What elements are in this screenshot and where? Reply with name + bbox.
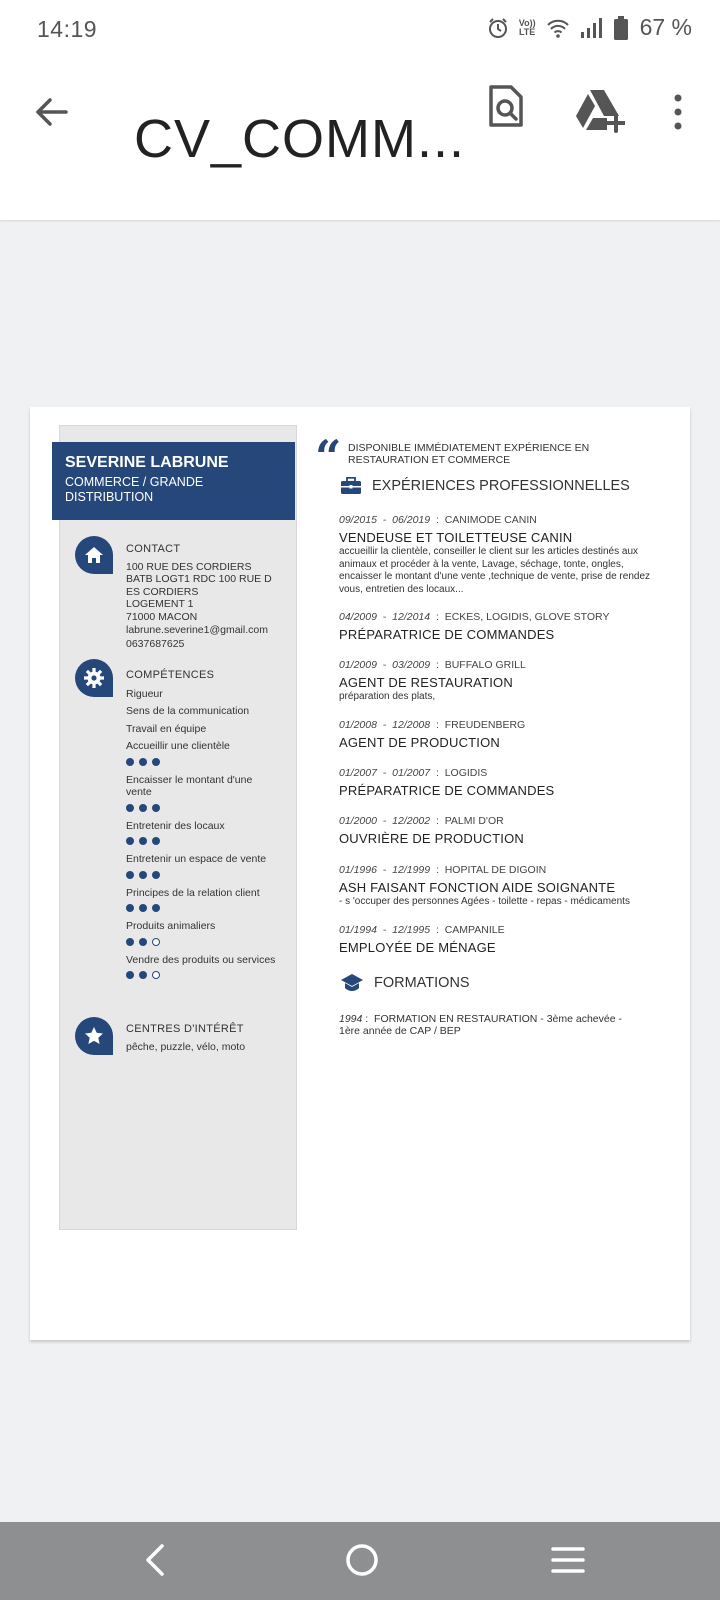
signal-icon [580, 17, 604, 39]
skills-section [126, 669, 276, 987]
rating-dot-filled [139, 971, 147, 979]
rating-dot-filled [139, 938, 147, 946]
rating-dot-filled [126, 837, 134, 845]
experience-item [339, 611, 669, 642]
nav-back-icon [138, 1540, 178, 1580]
experience-end: 12/2008 [392, 719, 431, 731]
experience-end: 12/2002 [392, 815, 431, 827]
experience-title: PRÉPARATRICE DE COMMANDES [339, 627, 555, 642]
rating-dot-filled [126, 904, 134, 912]
skill-rating [126, 904, 276, 912]
rated-skills-list [126, 740, 276, 979]
experience-title: VENDEUSE ET TOILETTEUSE CANIN [339, 530, 573, 545]
experience-end: 12/1995 [392, 924, 431, 936]
rating-dot-filled [139, 758, 147, 766]
nav-home-icon [342, 1540, 382, 1580]
experience-item [339, 767, 669, 798]
status-icons [487, 14, 692, 41]
rated-skill-label: Accueillir une clientèle [126, 740, 230, 752]
nav-recent-apps-button[interactable] [548, 1540, 588, 1580]
date-company-separator: : [430, 611, 445, 623]
date-company-separator: : [430, 514, 445, 526]
app-bar [0, 60, 720, 220]
experience-end: 12/1999 [392, 864, 431, 876]
date-company-separator: : [430, 815, 445, 827]
rated-skill-label: Entretenir des locaux [126, 819, 225, 832]
rating-dot-filled [126, 758, 134, 766]
star-icon [75, 1017, 113, 1055]
contact-line: 100 RUE DES CORDIERS [126, 560, 252, 573]
experience-start: 01/2000 [339, 815, 377, 827]
more-vert-icon [668, 90, 688, 134]
battery-icon [614, 16, 628, 40]
rated-skill-label: Vendre des produits ou services [126, 953, 276, 966]
rating-dot-filled [152, 837, 160, 845]
experience-item [339, 719, 669, 750]
date-separator: - [376, 767, 393, 779]
experience-item [339, 864, 669, 909]
volte-icon: Vo)) LTE [518, 17, 536, 37]
experience-start: 04/2009 [339, 611, 377, 623]
alarm-icon [487, 17, 509, 39]
drive-add-icon [575, 88, 625, 134]
rating-dot-filled [139, 837, 147, 845]
experience-end: 06/2019 [392, 514, 431, 526]
rating-dot-empty [152, 938, 160, 946]
experience-end: 03/2009 [392, 659, 431, 671]
experience-end: 12/2014 [392, 611, 431, 623]
contact-line: 71000 MACON [126, 610, 198, 623]
experience-date-company [339, 864, 669, 876]
rating-dot-filled [139, 804, 147, 812]
contact-line: LOGEMENT 1 [126, 598, 194, 610]
cv-summary: DISPONIBLE IMMÉDIATEMENT EXPÉRIENCE EN RESTAURATION ET COMMERCE [348, 442, 590, 466]
skill-item: Travail en équipe [126, 722, 207, 735]
date-separator: - [376, 815, 393, 827]
education-section-heading [340, 973, 470, 993]
skill-rating [126, 804, 276, 812]
experience-item [339, 924, 669, 955]
nav-menu-icon [548, 1540, 588, 1580]
experience-date-company [339, 611, 669, 623]
experience-date-company [339, 924, 669, 936]
experience-heading: EXPÉRIENCES PROFESSIONNELLES [372, 478, 630, 494]
contact-heading: CONTACT [126, 543, 181, 555]
date-separator: - [376, 864, 393, 876]
rated-skill-label: Principes de la relation client [126, 886, 260, 899]
date-separator: - [376, 611, 393, 623]
experience-company: ECKES, LOGIDIS, GLOVE STORY [444, 611, 610, 623]
experience-end: 01/2007 [392, 767, 431, 779]
home-icon [75, 536, 113, 574]
experience-description: - s 'occuper des personnes Agées - toilette - repas - médicaments [339, 896, 630, 907]
education-description: FORMATION EN RESTAURATION - 3ème achevée - 1ère année de CAP / BEP [339, 1013, 622, 1037]
education-heading: FORMATIONS [374, 975, 470, 991]
experience-start: 01/2008 [339, 719, 377, 731]
status-time: 14:19 [37, 16, 98, 42]
contact-email: labrune.severine1@gmail.com [126, 624, 268, 636]
rating-dot-filled [126, 938, 134, 946]
rating-dot-filled [139, 871, 147, 879]
document-search-icon [488, 84, 524, 128]
interests-heading: CENTRES D'INTÉRÊT [126, 1023, 244, 1035]
date-company-separator: : [430, 719, 445, 731]
experience-start: 09/2015 [339, 514, 377, 526]
contact-phone: 0637687625 [126, 637, 185, 650]
nav-home-button[interactable] [342, 1540, 382, 1580]
rating-dot-filled [152, 758, 160, 766]
skill-rating [126, 938, 276, 946]
experience-company: PALMI D'OR [444, 815, 504, 827]
document-title: CV_COMM... [134, 109, 466, 169]
date-company-separator: : [430, 659, 445, 671]
experience-start: 01/2007 [339, 767, 377, 779]
experience-company: BUFFALO GRILL [444, 659, 526, 671]
experience-date-company [339, 719, 669, 731]
skills-heading: COMPÉTENCES [126, 669, 215, 681]
experience-item [339, 659, 669, 704]
experience-title: OUVRIÈRE DE PRODUCTION [339, 831, 524, 846]
contact-line: BATB LOGT1 RDC 100 RUE DES CORDIERS [126, 573, 272, 598]
rating-dot-filled [126, 804, 134, 812]
name-banner [52, 442, 295, 520]
experience-company: CAMPANILE [444, 924, 505, 936]
experience-company: LOGIDIS [444, 767, 488, 779]
experience-title: PRÉPARATRICE DE COMMANDES [339, 783, 555, 798]
cv-name: SEVERINE LABRUNE [65, 454, 229, 471]
graduation-cap-icon [340, 973, 364, 993]
date-company-separator: : [430, 767, 445, 779]
rating-dot-filled [126, 871, 134, 879]
document-page[interactable] [30, 407, 690, 1340]
experience-title: ASH FAISANT FONCTION AIDE SOIGNANTE [339, 880, 616, 895]
rating-dot-filled [152, 871, 160, 879]
experience-company: CANIMODE CANIN [444, 514, 537, 526]
date-company-separator: : [430, 924, 445, 936]
interests-text: pêche, puzzle, vélo, moto [126, 1040, 246, 1053]
date-company-separator: : [430, 864, 445, 876]
arrow-back-icon [30, 90, 74, 134]
skill-rating [126, 837, 276, 845]
nav-back-button[interactable] [138, 1540, 178, 1580]
education-item [339, 1012, 639, 1037]
cv-job-title: COMMERCE / GRANDE DISTRIBUTION [65, 475, 204, 504]
briefcase-icon [340, 477, 362, 495]
experience-item [339, 815, 669, 846]
rating-dot-filled [126, 971, 134, 979]
preview-button[interactable] [488, 84, 532, 136]
experience-date-company [339, 659, 669, 671]
rated-skill-label: Encaisser le montant d'une vente [126, 773, 253, 798]
experience-company: FREUDENBERG [444, 719, 526, 731]
experience-date-company [339, 767, 669, 779]
experience-start: 01/1996 [339, 864, 377, 876]
experience-date-company [339, 815, 669, 827]
skill-item: Sens de la communication [126, 705, 250, 717]
experience-title: AGENT DE RESTAURATION [339, 675, 513, 690]
add-to-drive-button[interactable] [575, 88, 625, 134]
date-separator: - [376, 659, 393, 671]
skill-rating [126, 871, 276, 879]
date-separator: - [376, 924, 393, 936]
interests-section [126, 1023, 276, 1053]
skill-rating [126, 971, 276, 979]
skill-item: Rigueur [126, 687, 163, 700]
wifi-icon [546, 18, 570, 38]
quote-icon: “ [315, 430, 342, 484]
gear-icon [75, 659, 113, 697]
education-year: 1994 [339, 1013, 363, 1025]
experience-section-heading [340, 477, 630, 495]
experience-description: accueillir la clientèle, conseiller le client sur les articles destinés aux animaux et procéder à la vente, Lavage, séchage, tonte, ongles, encaisser le montant d'une vente ,technique de vente, prise de rendez vous, entretien des locaux... [339, 546, 651, 595]
rating-dot-filled [152, 904, 160, 912]
date-separator: - [376, 719, 393, 731]
skill-rating [126, 758, 276, 766]
experience-title: AGENT DE PRODUCTION [339, 735, 501, 750]
rating-dot-filled [139, 904, 147, 912]
experience-date-company [339, 514, 669, 526]
experience-item [339, 514, 669, 596]
status-bar [0, 0, 720, 60]
education-text: 1994 : FORMATION EN RESTAURATION - 3ème achevée - 1ère année de CAP / BEP [339, 1013, 622, 1037]
experience-start: 01/2009 [339, 659, 377, 671]
rated-skill-label: Produits animaliers [126, 920, 216, 932]
date-separator: - [376, 514, 393, 526]
back-button[interactable] [30, 90, 74, 134]
rating-dot-filled [152, 804, 160, 812]
rating-dot-empty [152, 971, 160, 979]
experience-title: EMPLOYÉE DE MÉNAGE [339, 940, 496, 955]
experience-company: HOPITAL DE DIGOIN [444, 864, 547, 876]
more-options-button[interactable] [668, 90, 688, 134]
experience-start: 01/1994 [339, 924, 377, 936]
experience-description: préparation des plats, [339, 691, 436, 702]
navigation-bar [0, 1522, 720, 1600]
battery-level: 67 % [639, 14, 692, 40]
contact-section [126, 543, 276, 650]
rated-skill-label: Entretenir un espace de vente [126, 853, 267, 865]
